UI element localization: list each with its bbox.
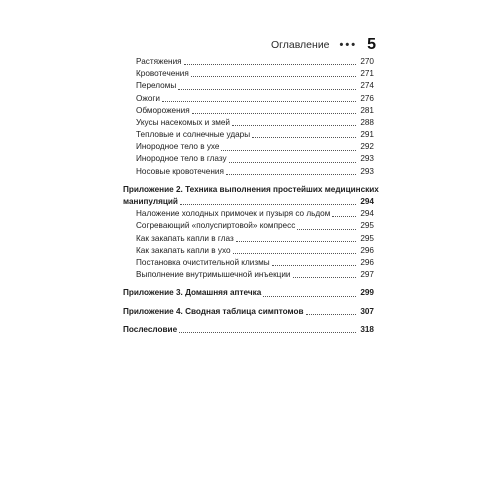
toc-entry-page: 274 bbox=[360, 81, 374, 91]
toc-entry-title: Приложение 4. Сводная таблица симптомов bbox=[123, 306, 304, 316]
dot-leader bbox=[192, 113, 356, 114]
section-title: Оглавление bbox=[270, 39, 330, 51]
toc-entry-title: Укусы насекомых и змей bbox=[136, 117, 230, 127]
toc-entry-title: Наложение холодных примочек и пузыря со льдом bbox=[136, 209, 331, 219]
toc-entry-cold-compress[interactable] bbox=[123, 208, 374, 220]
toc-entry-foreign-body-eye[interactable] bbox=[123, 154, 374, 166]
toc-entry-title: Инородное тело в ухе bbox=[136, 142, 220, 152]
toc-entry-enema[interactable] bbox=[123, 257, 374, 269]
toc-entry-sprains[interactable] bbox=[123, 56, 374, 68]
toc-entry-title-line1: Приложение 2. Техника выполнения простейших медицинских bbox=[123, 184, 379, 194]
table-of-contents bbox=[123, 56, 379, 336]
toc-entry-title: Как закапать капли в глаз bbox=[136, 233, 234, 243]
toc-entry-title: Инородное тело в глазу bbox=[136, 154, 227, 164]
toc-entry-page: 295 bbox=[360, 233, 374, 243]
toc-entry-page: 293 bbox=[360, 154, 374, 164]
page-header bbox=[271, 36, 376, 54]
toc-entry-title: Постановка очистительной клизмы bbox=[136, 258, 270, 267]
toc-entry-page: 307 bbox=[360, 306, 374, 316]
toc-entry-nosebleed[interactable] bbox=[123, 166, 374, 178]
dot-leader bbox=[180, 204, 356, 205]
toc-entry-page: 292 bbox=[360, 142, 374, 152]
dot-leader bbox=[306, 314, 356, 315]
toc-entry-title: Кровотечения bbox=[136, 69, 189, 79]
toc-entry-page: 296 bbox=[360, 245, 374, 255]
dot-leader bbox=[293, 277, 356, 278]
toc-entry-title-line2: манипуляций bbox=[123, 197, 178, 207]
toc-entry-appendix-4[interactable] bbox=[123, 306, 374, 318]
dot-leader bbox=[162, 101, 356, 102]
toc-entry-page: 294 bbox=[360, 197, 374, 207]
toc-entry-page: 299 bbox=[360, 288, 374, 298]
toc-entry-page: 297 bbox=[360, 270, 374, 280]
toc-entry-title: Переломы bbox=[136, 81, 177, 91]
toc-entry-title: Послесловие bbox=[123, 324, 178, 334]
toc-entry-appendix-2[interactable] bbox=[123, 184, 379, 208]
toc-entry-title: Выполнение внутримышечной инъекции bbox=[136, 270, 291, 280]
toc-entry-foreign-body-ear[interactable] bbox=[123, 141, 374, 153]
dot-leader bbox=[236, 241, 356, 242]
toc-entry-title: Как закапать капли в ухо bbox=[136, 245, 231, 255]
dot-leader bbox=[226, 174, 356, 175]
dot-leader bbox=[332, 216, 356, 217]
dot-leader bbox=[191, 76, 356, 77]
toc-entry-appendix-3[interactable] bbox=[123, 287, 374, 299]
dot-leader bbox=[233, 253, 356, 254]
toc-entry-heatstroke[interactable] bbox=[123, 129, 374, 141]
toc-entry-title: Согревающий «полуспиртовой» компресс bbox=[136, 221, 296, 231]
dot-leader bbox=[272, 265, 356, 266]
page-number: 5 bbox=[367, 36, 376, 53]
toc-entry-page: 271 bbox=[360, 69, 374, 79]
toc-entry-eye-drops[interactable] bbox=[123, 233, 374, 245]
toc-entry-page: 318 bbox=[360, 324, 374, 334]
toc-entry-title: Носовые кровотечения bbox=[136, 166, 224, 176]
toc-entry-warming-compress[interactable] bbox=[123, 220, 374, 232]
toc-entry-page: 291 bbox=[360, 130, 374, 140]
dot-leader bbox=[221, 150, 356, 151]
toc-entry-title: Обморожения bbox=[136, 105, 190, 115]
toc-entry-page: 288 bbox=[360, 117, 374, 127]
toc-entry-title: Ожоги bbox=[136, 93, 160, 103]
toc-entry-page: 270 bbox=[360, 56, 374, 66]
toc-entry-ear-drops[interactable] bbox=[123, 245, 374, 257]
toc-entry-page: 276 bbox=[360, 93, 374, 103]
toc-entry-frostbite[interactable] bbox=[123, 105, 374, 117]
dot-leader bbox=[263, 296, 356, 297]
dot-leader bbox=[178, 89, 356, 90]
toc-entry-page: 295 bbox=[360, 221, 374, 231]
toc-entry-title: Растяжения bbox=[136, 56, 182, 66]
toc-entry-page: 293 bbox=[360, 166, 374, 176]
toc-entry-fractures[interactable] bbox=[123, 80, 374, 92]
dot-leader bbox=[184, 64, 356, 65]
dot-leader bbox=[229, 162, 356, 163]
dot-leader bbox=[179, 332, 356, 333]
header-dots: ••• bbox=[339, 39, 358, 51]
toc-entry-page: 281 bbox=[360, 105, 374, 115]
toc-entry-burns[interactable] bbox=[123, 93, 374, 105]
dot-leader bbox=[232, 125, 356, 126]
toc-entry-bleeding[interactable] bbox=[123, 68, 374, 80]
dot-leader bbox=[252, 137, 356, 138]
toc-entry-page: 296 bbox=[360, 258, 374, 267]
toc-entry-afterword[interactable] bbox=[123, 324, 374, 336]
toc-entry-title: Приложение 3. Домашняя аптечка bbox=[123, 288, 262, 298]
toc-entry-bites[interactable] bbox=[123, 117, 374, 129]
toc-entry-page: 294 bbox=[360, 209, 374, 219]
toc-entry-title: Тепловые и солнечные удары bbox=[136, 130, 251, 140]
toc-entry-injection[interactable] bbox=[123, 269, 374, 281]
dot-leader bbox=[297, 229, 356, 230]
